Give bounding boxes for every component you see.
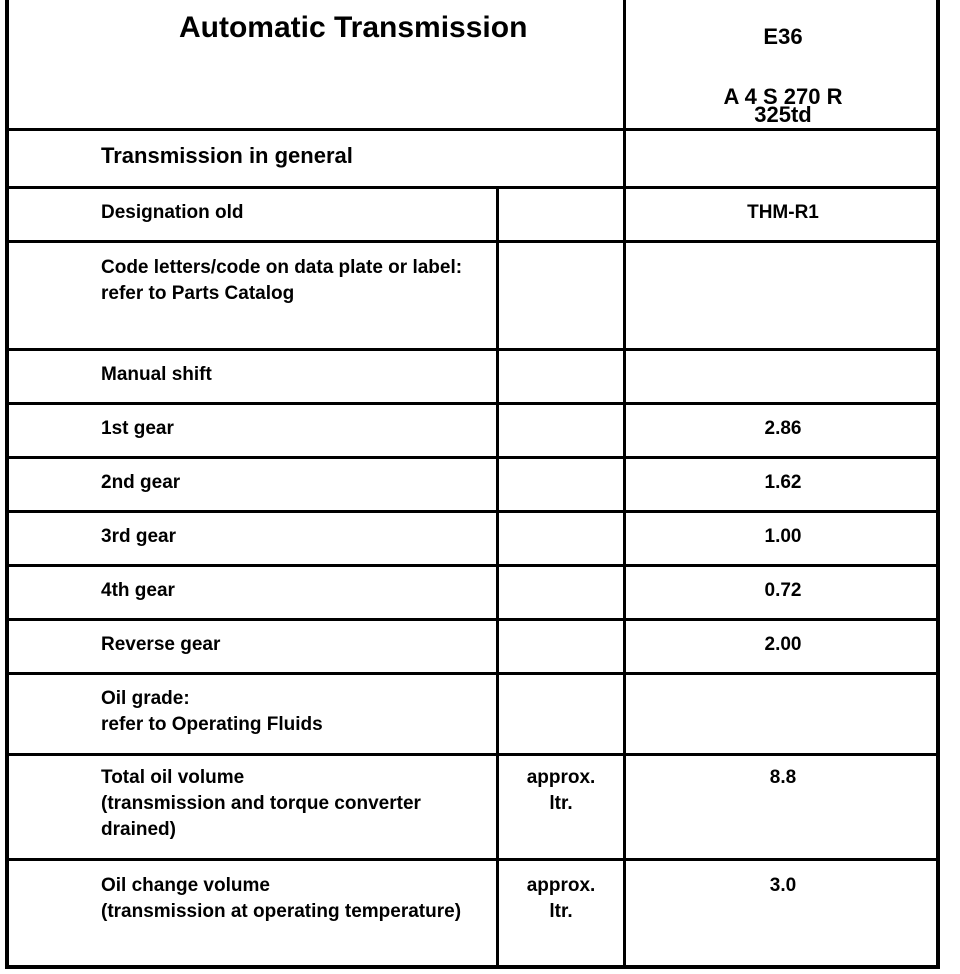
row-divider xyxy=(9,618,936,621)
divider-unit-column xyxy=(496,186,499,965)
row-value-oil-change-volume: 3.0 xyxy=(769,875,797,896)
row-value-4th-gear: 0.72 xyxy=(764,580,802,601)
row-label-total-oil-volume xyxy=(101,765,493,843)
row-divider xyxy=(9,672,936,675)
row-label-reverse-gear: Reverse gear xyxy=(101,634,221,655)
row-divider xyxy=(9,753,936,756)
row-label-oil-change-volume xyxy=(101,873,491,925)
row-value-total-oil-volume: 8.8 xyxy=(769,767,797,788)
row-value-2nd-gear: 1.62 xyxy=(764,472,802,493)
row-label-code-letters xyxy=(101,255,491,307)
row-label-3rd-gear: 3rd gear xyxy=(101,526,176,547)
section-title: Transmission in general xyxy=(101,143,353,168)
row-value-designation: THM-R1 xyxy=(747,202,819,223)
row-unit-oil-change-volume xyxy=(499,873,623,925)
row-label-code-letters-text: Code letters/code on data plate or label: refer to Parts Catalog xyxy=(101,257,463,304)
row-label-4th-gear: 4th gear xyxy=(101,580,175,601)
transmission-spec-table xyxy=(5,0,940,969)
row-value-reverse-gear: 2.00 xyxy=(764,634,802,655)
row-divider xyxy=(9,510,936,513)
engine-label: 325td xyxy=(754,102,812,127)
row-divider xyxy=(9,564,936,567)
row-unit-oil-change-volume-text: approx. ltr. xyxy=(526,875,596,922)
row-divider xyxy=(9,348,936,351)
row-label-1st-gear: 1st gear xyxy=(101,418,174,439)
transmission-code: A 4 S 270 R xyxy=(723,84,843,109)
model-label: E36 xyxy=(763,24,803,49)
row-label-oil-grade-text: Oil grade: refer to Operating Fluids xyxy=(101,688,323,735)
row-divider xyxy=(9,456,936,459)
row-label-2nd-gear: 2nd gear xyxy=(101,472,181,493)
row-unit-total-oil-volume-text: approx. ltr. xyxy=(526,767,596,814)
row-divider xyxy=(9,402,936,405)
row-divider xyxy=(9,186,936,189)
row-unit-total-oil-volume xyxy=(499,765,623,817)
row-label-oil-grade xyxy=(101,686,491,738)
row-value-1st-gear: 2.86 xyxy=(764,418,802,439)
row-divider xyxy=(9,128,936,131)
row-label-total-oil-volume-text: Total oil volume (transmission and torque converter drained) xyxy=(101,767,421,840)
row-label-designation: Designation old xyxy=(101,202,244,223)
row-divider xyxy=(9,858,936,861)
row-label-oil-change-volume-text: Oil change volume (transmission at operating temperature) xyxy=(101,875,462,922)
row-divider xyxy=(9,240,936,243)
row-value-3rd-gear: 1.00 xyxy=(764,526,802,547)
row-label-manual-shift: Manual shift xyxy=(101,364,212,385)
page-title: Automatic Transmission xyxy=(179,11,528,44)
